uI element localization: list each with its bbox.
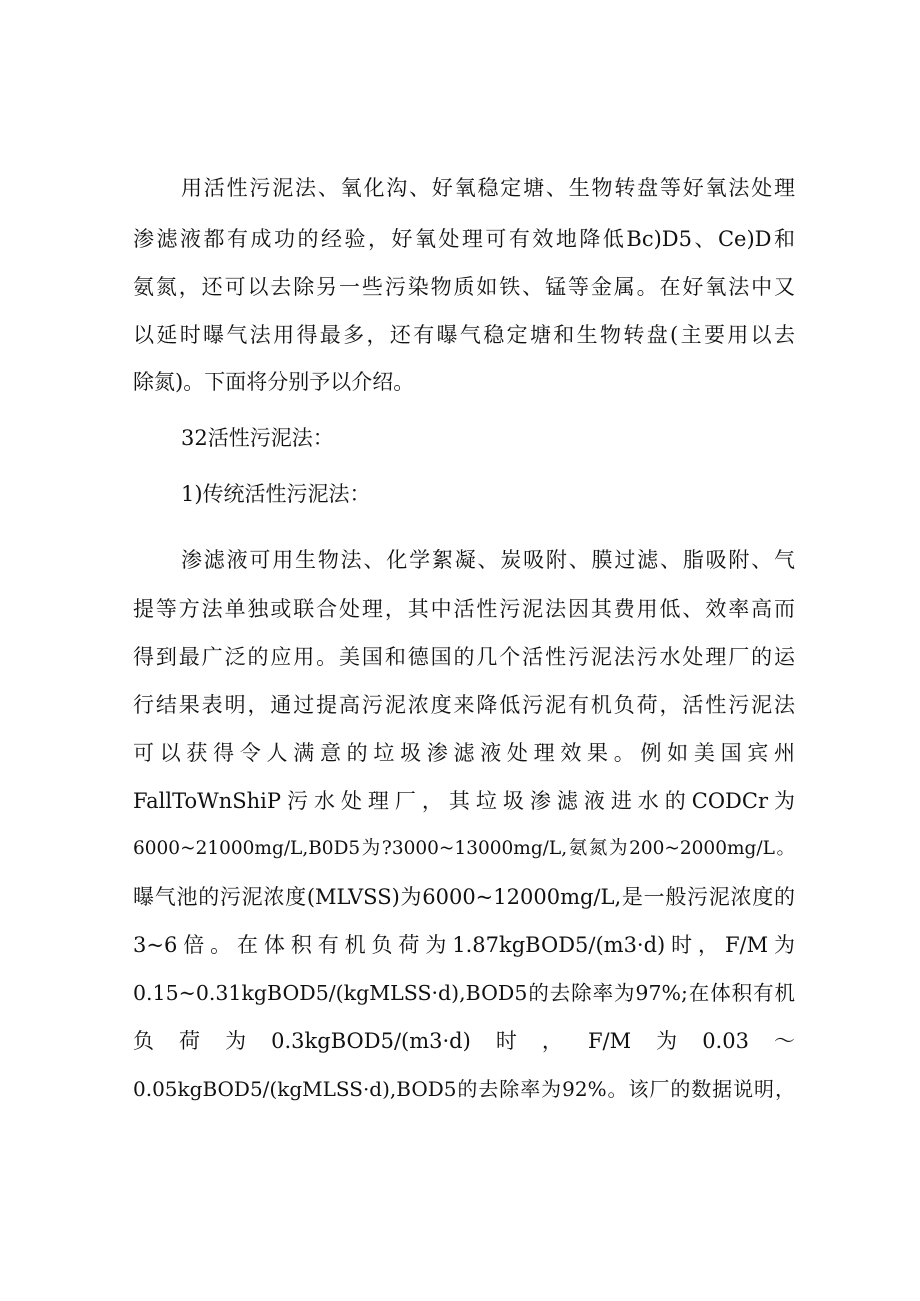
paragraph-2-line-7: 6000~21000mg∕L,B0D5为?3000~13000mg∕L,氨氮为200~2000mg∕L。: [133, 838, 795, 859]
paragraph-2-line-6: FallToWnShiP污水处理厂，其垃圾渗滤液进水的CODCr为: [133, 789, 795, 813]
paragraph-1-line-2: 渗滤液都有成功的经验，好氧处理可有效地降低Bc)D5、Ce)D和: [133, 227, 795, 251]
paragraph-2-line-5: 可以获得令人满意的垃圾渗滤液处理效果。例如美国宾州: [133, 741, 795, 765]
paragraph-2-line-2: 提等方法单独或联合处理，其中活性污泥法因其费用低、效率高而: [133, 597, 795, 621]
paragraph-2-line-4: 行结果表明，通过提高污泥浓度来降低污泥有机负荷，活性污泥法: [133, 693, 795, 717]
paragraph-2-line-10: 0.15~0.31kgBOD5∕(kgMLSS·d),BOD5的去除率为97%;在体积有机: [133, 981, 795, 1005]
paragraph-2-line-8: 曝气池的污泥浓度(MLVSS)为6000~12000mg∕L,是一般污泥浓度的: [133, 885, 795, 909]
section-heading: 32活性污泥法：: [181, 426, 334, 450]
paragraph-1-line-4: 以延时曝气法用得最多，还有曝气稳定塘和生物转盘(主要用以去: [133, 323, 795, 347]
paragraph-1-line-5: 除氮)。下面将分别予以介绍。: [133, 370, 415, 394]
paragraph-2-line-12: 0.05kgBOD5∕(kgMLSS·d),BOD5的去除率为92%。该厂的数据说明，: [133, 1077, 795, 1101]
paragraph-1-line-1: 用活性污泥法、氧化沟、好氧稳定塘、生物转盘等好氧法处理: [181, 176, 795, 200]
paragraph-2-line-9: 3~6倍。在体积有机负荷为1.87kgBOD5∕(m3·d)时，F/M为: [133, 933, 795, 957]
subsection-heading: 1)传统活性污泥法：: [181, 482, 371, 506]
paragraph-2-line-3: 得到最广泛的应用。美国和德国的几个活性污泥法污水处理厂的运: [133, 645, 795, 669]
paragraph-1-line-3: 氨氮，还可以去除另一些污染物质如铁、锰等金属。在好氧法中又: [133, 275, 795, 299]
paragraph-2-line-11: 负荷为0.3kgBOD5∕(m3·d)时，F/M为0.03～: [133, 1029, 795, 1053]
paragraph-2-line-1: 渗滤液可用生物法、化学絮凝、炭吸附、膜过滤、脂吸附、气: [181, 548, 795, 572]
